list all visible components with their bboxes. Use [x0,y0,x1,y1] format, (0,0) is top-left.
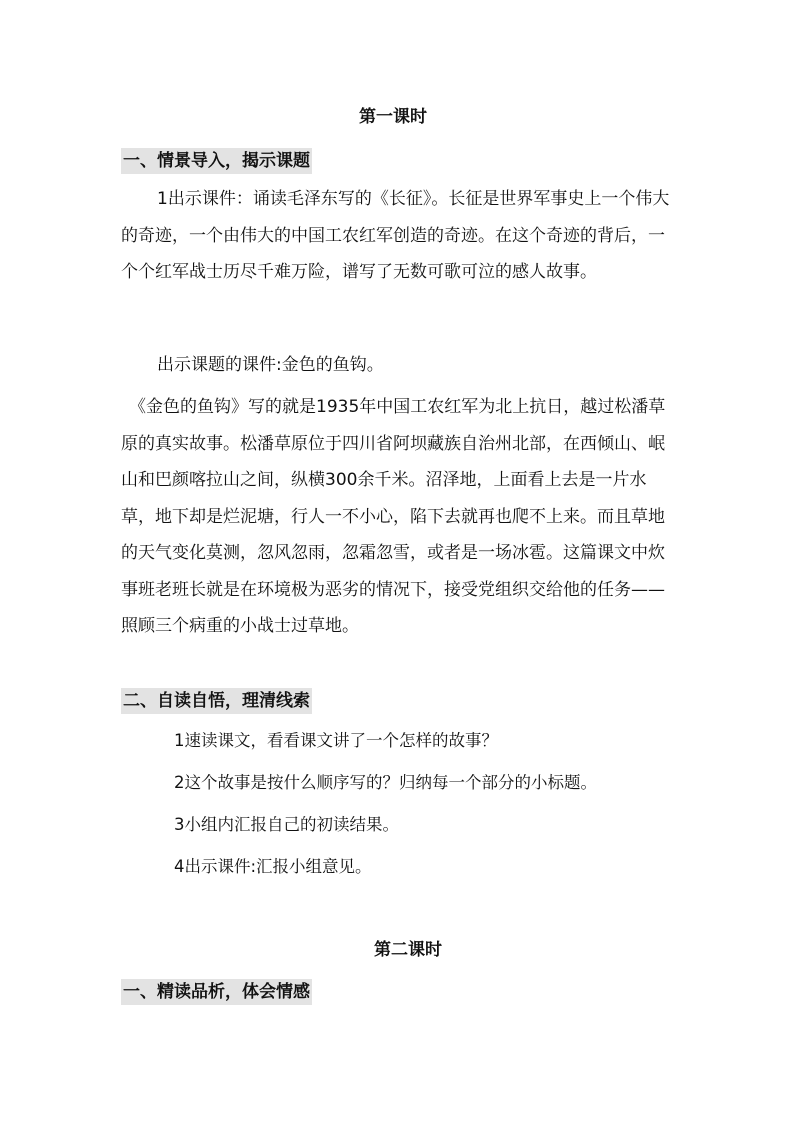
lesson2-section1-heading: 一、精读品析，体会情感 [121,979,312,1005]
list-item: 2这个故事是按什么顺序写的？归纳每一个部分的小标题。 [174,773,597,792]
lesson1-title: 第一课时 [359,107,427,127]
lesson1-section1-heading: 一、情景导入，揭示课题 [121,148,312,174]
lesson1-section2-heading: 二、自读自悟，理清线索 [121,688,312,714]
lesson1-paragraph-2: 出示课题的课件:金色的鱼钩。 [157,355,384,375]
list-item: 4出示课件:汇报小组意见。 [174,857,372,876]
list-item: 1速读课文，看看课文讲了一个怎样的故事？ [174,731,498,750]
lesson1-paragraph-3: 《金色的鱼钩》写的就是1935年中国工农红军为北上抗日，越过松潘草原的真实故事。松潘草原位于四川省阿坝藏族自治州北部，在西倾山、岷山和巴颜喀拉山之间，纵横300余千米。沼泽地，上面看上去是一片水草，地下却是烂泥塘，行人一不小心，陷下去就再也爬不上来。而且草地的天气变化莫测，忽风忽雨，忽霜忽雪，或者是一场冰雹。这篇课文中炊事班老班长就是在环境极为恶劣的情况下，接受党组织交给他的任务——照顾三个病重的小战士过草地。 [121,397,666,636]
lesson1-paragraph-1: 1出示课件：诵读毛泽东写的《长征》。长征是世界军事史上一个伟大的奇迹，一个由伟大的中国工农红军创造的奇迹。在这个奇迹的背后，一个个红军战士历尽千难万险，谱写了无数可歌可泣的感人故事。 [121,189,670,282]
lesson2-title: 第二课时 [374,940,442,960]
list-item: 3小组内汇报自己的初读结果。 [174,815,399,834]
